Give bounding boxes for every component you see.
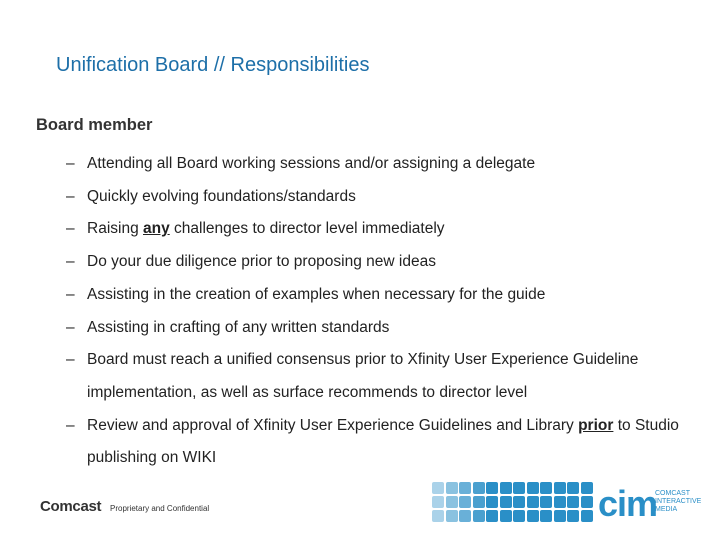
- emphasis-text: prior: [578, 416, 614, 434]
- list-item: [66, 246, 686, 279]
- tile: [432, 496, 444, 508]
- dash-marker: –: [66, 285, 75, 303]
- tile: [567, 496, 579, 508]
- list-item: [66, 344, 686, 409]
- bullet-text: Raising: [87, 220, 143, 238]
- dash-marker: –: [66, 155, 75, 172]
- tile: [459, 510, 471, 522]
- tile: [473, 482, 485, 494]
- tile: [513, 510, 525, 522]
- dash-marker: –: [66, 351, 75, 369]
- list-item: [66, 410, 686, 475]
- list-item: [66, 181, 686, 214]
- tile: [567, 510, 579, 522]
- bullet-text: to Studio publishing on WIKI: [87, 416, 679, 467]
- tile: [500, 496, 512, 508]
- tile: [446, 482, 458, 494]
- section-heading: Board member: [36, 116, 153, 134]
- cim-subtitle-line: INTERACTIVE: [655, 498, 702, 505]
- tile: [473, 510, 485, 522]
- dash-marker: –: [66, 318, 75, 336]
- tile: [540, 510, 552, 522]
- tile: [432, 482, 444, 494]
- bullet-text: Attending all Board working sessions and/or assigning a delegate: [87, 155, 536, 172]
- tile: [540, 482, 552, 494]
- bullet-text: Review and approval of Xfinity User Experience Guidelines and Library: [87, 416, 579, 434]
- slide-title: Unification Board // Responsibilities: [56, 54, 370, 76]
- tile: [486, 482, 498, 494]
- bullet-text: Assisting in crafting of any written standards: [87, 318, 390, 336]
- tile: [554, 496, 566, 508]
- tile: [554, 510, 566, 522]
- cim-subtitle-line: MEDIA: [655, 506, 678, 513]
- tile: [459, 482, 471, 494]
- list-item: [66, 279, 686, 312]
- tile: [500, 482, 512, 494]
- tile: [527, 482, 539, 494]
- tile: [432, 510, 444, 522]
- list-item: [66, 148, 686, 181]
- tile: [486, 496, 498, 508]
- list-item: [66, 213, 686, 246]
- tile: [473, 496, 485, 508]
- tile: [446, 510, 458, 522]
- dash-marker: –: [66, 220, 75, 238]
- dash-marker: –: [66, 187, 75, 205]
- emphasis-text: any: [143, 220, 170, 238]
- tile: [581, 496, 593, 508]
- tile: [581, 482, 593, 494]
- cim-logo: cim: [598, 483, 658, 524]
- cim-subtitle: [655, 490, 715, 514]
- tile: [581, 510, 593, 522]
- bullet-text: Quickly evolving foundations/standards: [87, 187, 356, 205]
- dash-marker: –: [66, 253, 75, 271]
- tile: [513, 496, 525, 508]
- tile: [446, 496, 458, 508]
- tile: [459, 496, 471, 508]
- icon-tile-graphic: [430, 478, 596, 530]
- bullet-text: Do your due diligence prior to proposing new ideas: [87, 253, 436, 271]
- bullet-text: Assisting in the creation of examples when necessary for the guide: [87, 285, 546, 303]
- tile: [513, 482, 525, 494]
- tile: [540, 496, 552, 508]
- tile: [486, 510, 498, 522]
- bullet-text: challenges to director level immediately: [169, 220, 445, 238]
- tile: [527, 496, 539, 508]
- tile: [527, 510, 539, 522]
- dash-marker: –: [66, 416, 75, 434]
- cim-subtitle-line: COMCAST: [655, 490, 690, 497]
- responsibility-list: [66, 148, 686, 475]
- list-item: [66, 312, 686, 345]
- tile: [500, 510, 512, 522]
- confidential-note: Proprietary and Confidential: [110, 504, 210, 513]
- tile: [554, 482, 566, 494]
- tile: [567, 482, 579, 494]
- bullet-text: Board must reach a unified consensus prior to Xfinity User Experience Guideline implementation, as well as surface recommends to director level: [87, 351, 639, 401]
- comcast-logo: Comcast: [40, 498, 102, 515]
